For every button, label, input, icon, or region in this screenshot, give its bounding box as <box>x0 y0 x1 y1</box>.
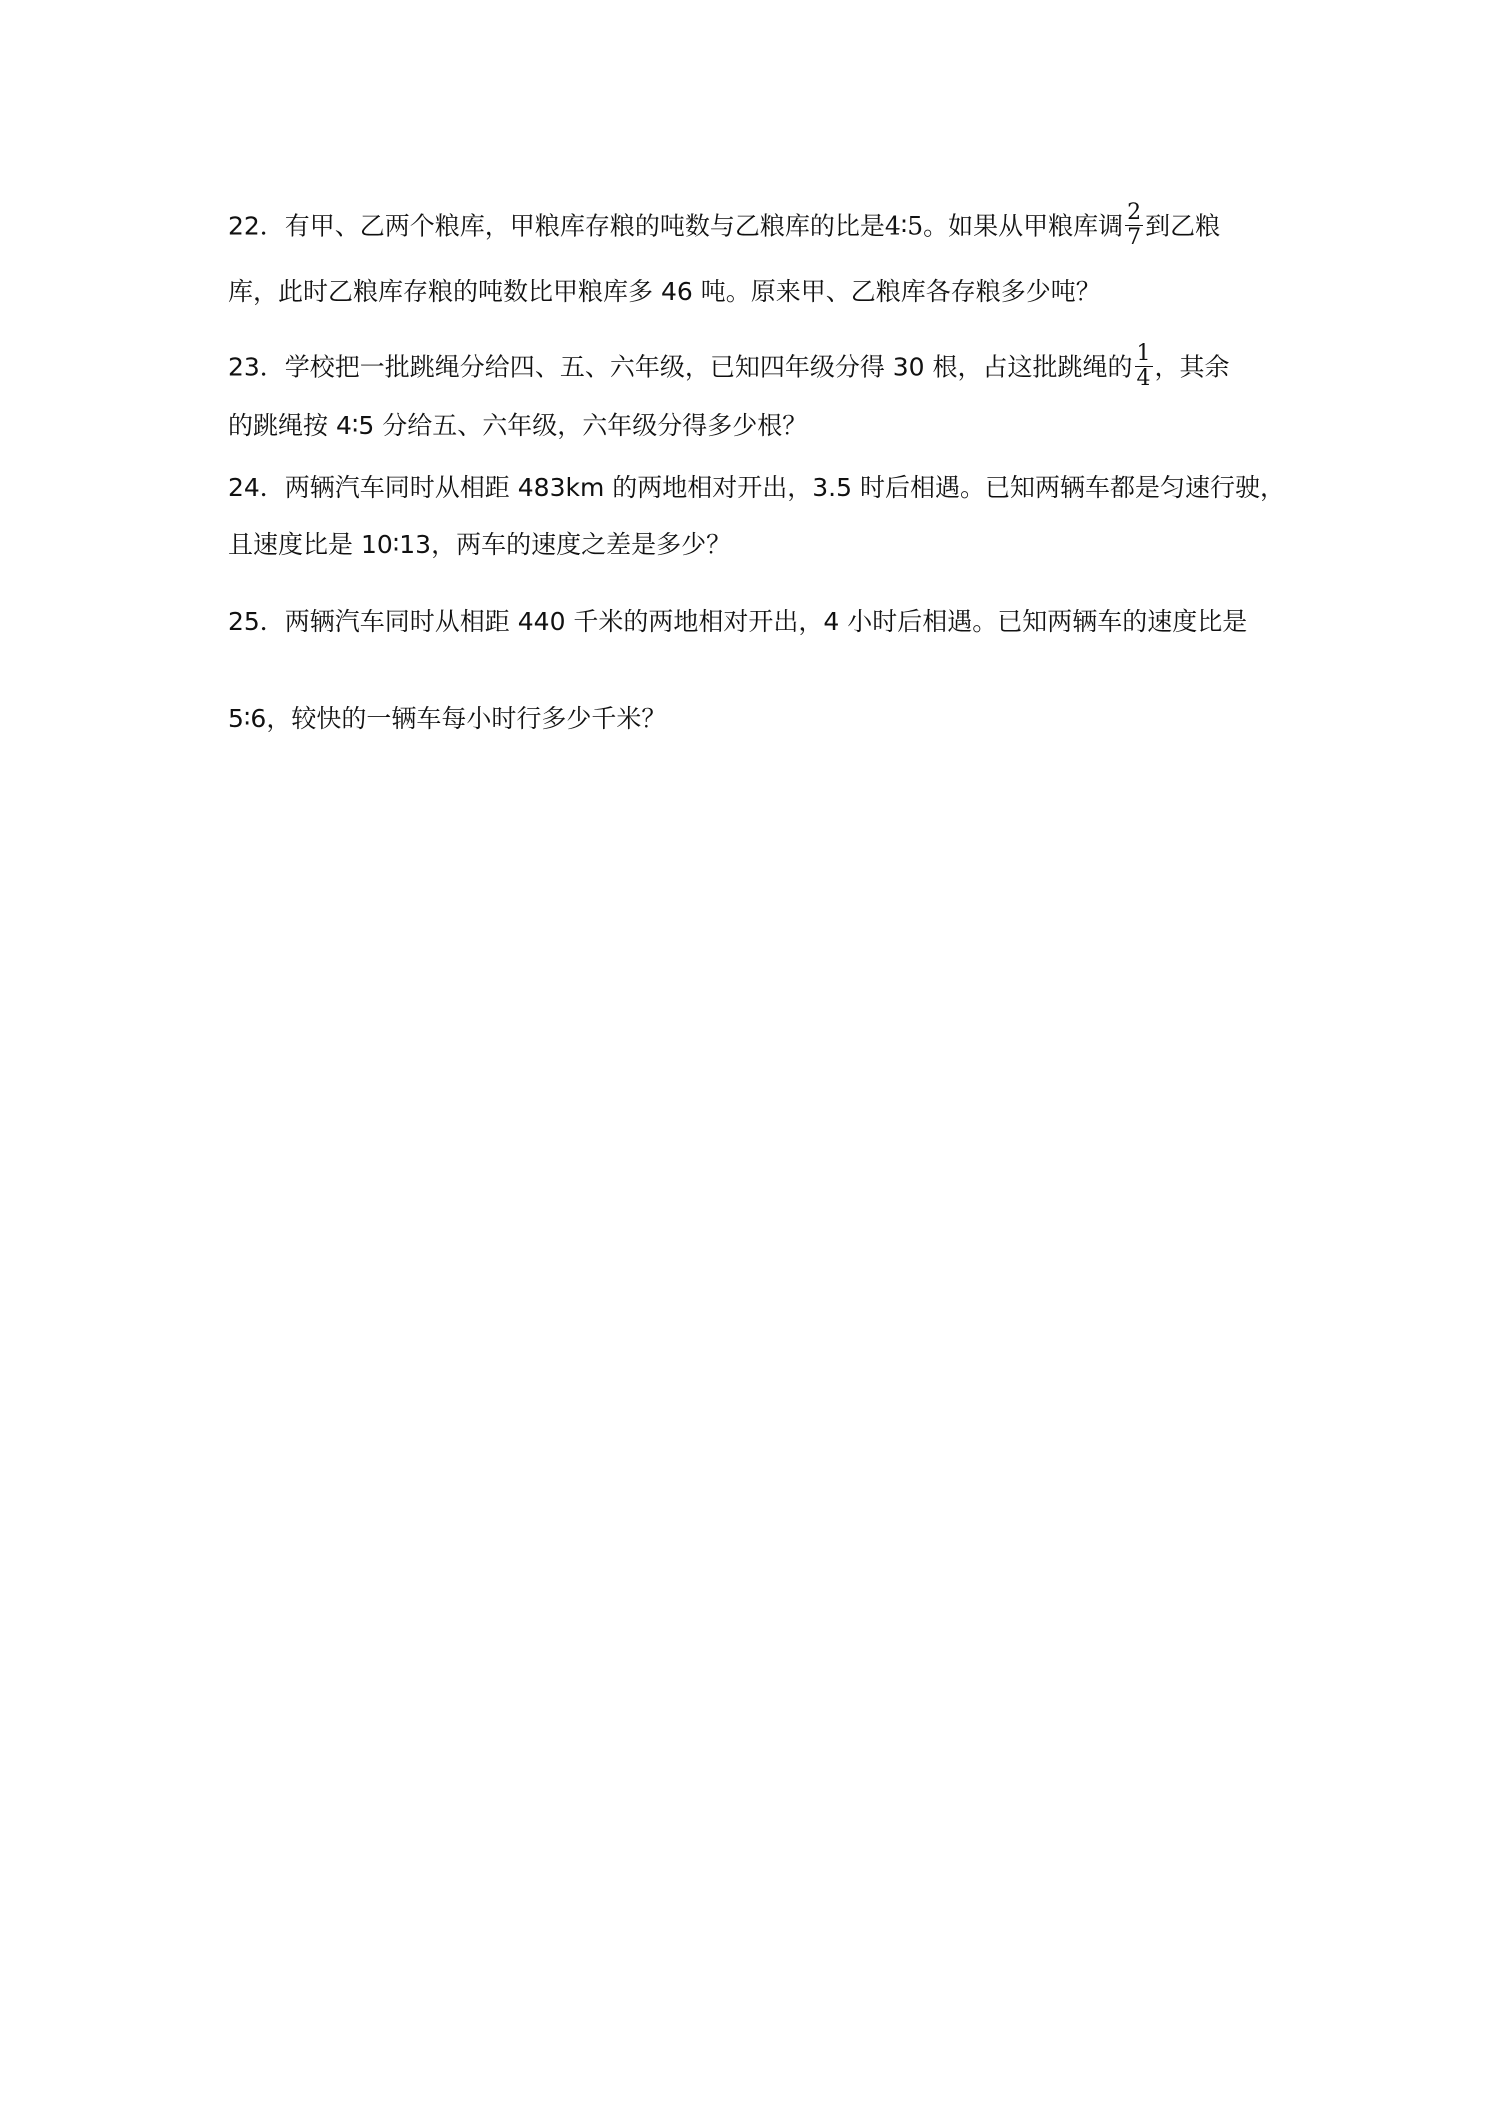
question-24-line-1: 24．两辆汽车同时从相距 483km 的两地相对开出，3.5 时后相遇。已知两辆车都是匀速行驶， <box>228 473 1285 502</box>
question-22-fraction-numerator: 2 <box>1127 200 1142 225</box>
question-25-line-2: 5∶6，较快的一辆车每小时行多少千米？ <box>228 704 667 733</box>
question-22-fraction <box>1125 201 1143 250</box>
question-22-line-1 <box>228 200 1221 252</box>
question-25-line-1: 25．两辆汽车同时从相距 440 千米的两地相对开出，4 小时后相遇。已知两辆车的速度比是 <box>228 607 1248 636</box>
question-23-fraction-numerator: 1 <box>1136 341 1151 366</box>
question-23-fraction <box>1135 342 1153 391</box>
question-22-ratio: 4∶5 <box>884 211 924 241</box>
question-22-line-2: 库，此时乙粮库存粮的吨数比甲粮库多 46 吨。原来甲、乙粮库各存粮多少吨？ <box>228 277 1101 306</box>
question-22-fraction-denominator: 7 <box>1127 225 1142 250</box>
question-22-text-c: 到乙粮 <box>1145 211 1221 241</box>
question-24-line-2: 且速度比是 10∶13，两车的速度之差是多少？ <box>228 530 732 559</box>
question-22-text-a: 22．有甲、乙两个粮库，甲粮库存粮的吨数与乙粮库的比是 <box>228 211 885 241</box>
question-23-line-1 <box>228 341 1230 393</box>
question-22-text-b: 。如果从甲粮库调 <box>923 211 1124 241</box>
question-23-fraction-denominator: 4 <box>1136 366 1151 391</box>
question-23-text-c: ，其余 <box>1154 352 1230 382</box>
question-23-line-2: 的跳绳按 4∶5 分给五、六年级，六年级分得多少根？ <box>228 411 808 440</box>
question-23-text-a: 23．学校把一批跳绳分给四、五、六年级，已知四年级分得 30 根，占这批跳绳的 <box>228 352 1133 382</box>
